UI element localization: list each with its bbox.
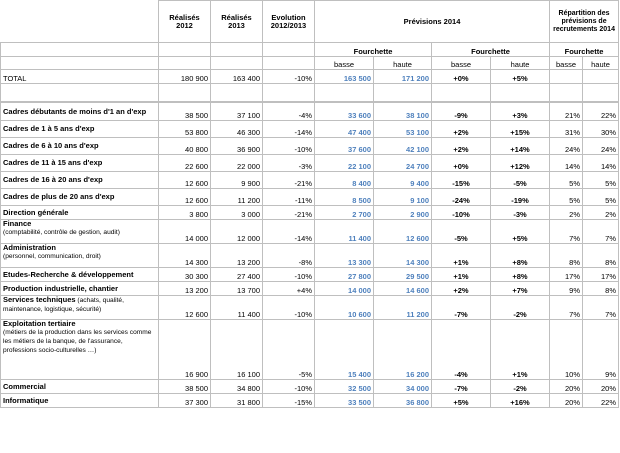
row-label [1,206,159,220]
header-row-1 [1,1,619,43]
cell-r2012: 13 200 [159,282,211,296]
table-row [1,121,619,138]
cell-r2012: 14 300 [159,244,211,268]
cell-r2012: 30 300 [159,268,211,282]
cell-r2013: 22 000 [211,155,263,172]
cell-prev-basse: 15 400 [315,320,374,380]
cell-evol: -14% [263,220,315,244]
cell-prev-haute: 42 100 [374,138,432,155]
cell-evol: -4% [263,103,315,121]
cell-evol: -11% [263,189,315,206]
cell-evol: +4% [263,282,315,296]
cell-r2012: 12 600 [159,172,211,189]
header-haute: haute [374,57,432,70]
cell-prev-basse: 11 400 [315,220,374,244]
cell-repartition-basse: 31% [550,121,583,138]
cell-repartition-haute: 22% [583,103,619,121]
table-row [1,220,619,244]
row-label [1,394,159,408]
cell-r2012: 53 800 [159,121,211,138]
table-row [1,172,619,189]
header-previsions: Prévisions 2014 [315,1,550,43]
cell-evol: -21% [263,206,315,220]
cell-prev-basse: 22 100 [315,155,374,172]
cell-r2012: 22 600 [159,155,211,172]
row-label [1,220,159,244]
cell-prev-haute: 9 100 [374,189,432,206]
cell-fourchette-haute: +7% [491,282,550,296]
cell-prev-haute: 16 200 [374,320,432,380]
cell-evol: -3% [263,155,315,172]
cell-evol: -21% [263,172,315,189]
cell-fourchette-basse: +1% [432,244,491,268]
cell-repartition-basse: 14% [550,155,583,172]
table-row [1,320,619,380]
cell-fourchette-basse: -4% [432,320,491,380]
header-repartition: Répartition des prévisions de recrutements 2014 [550,1,619,43]
table-row [1,394,619,408]
table-row [1,296,619,320]
cell-prev-haute: 11 200 [374,296,432,320]
cell-evol: -5% [263,320,315,380]
row-label [1,155,159,172]
cell-prev-haute: 29 500 [374,268,432,282]
cell-r2012: 12 600 [159,189,211,206]
row-label-text: Cadres débutants de moins d'1 an d'exp [3,106,147,116]
cell-r2012: 38 500 [159,103,211,121]
table-row [1,189,619,206]
cell-prev-haute: 38 100 [374,103,432,121]
cell-fourchette-haute: -3% [491,206,550,220]
cell-prev-basse: 13 300 [315,244,374,268]
cell-prev-basse: 8 500 [315,189,374,206]
cell-prev-basse: 32 500 [315,380,374,394]
cell-prev-basse: 14 000 [315,282,374,296]
cell-repartition-haute: 14% [583,155,619,172]
cell-prev-basse: 33 500 [315,394,374,408]
cell-fourchette-haute: -5% [491,172,550,189]
cell-prev-basse: 10 600 [315,296,374,320]
cell-evol: -10% [263,380,315,394]
cell-fourchette-haute: +16% [491,394,550,408]
cell-fourchette-haute: +3% [491,103,550,121]
cell-fourchette-haute: -2% [491,380,550,394]
cell-fourchette-basse: +5% [432,394,491,408]
row-label-text: Cadres de 6 à 10 ans d'exp [3,141,99,150]
row-label [1,121,159,138]
row-sublabel: (personnel, communication, droit) [3,253,101,260]
cell-prev-haute: 14 600 [374,282,432,296]
cell-repartition-haute: 8% [583,244,619,268]
total-label: TOTAL [1,70,159,84]
row-label [1,103,159,121]
row-sublabel: (comptabilité, contrôle de gestion, audit) [3,229,120,236]
row-label-text: Cadres de plus de 20 ans d'exp [3,192,115,201]
cell-prev-haute: 36 800 [374,394,432,408]
cell-repartition-basse: 8% [550,244,583,268]
cell-r2012: 38 500 [159,380,211,394]
cell-evol: -14% [263,121,315,138]
cell-evol: -8% [263,244,315,268]
cell-repartition-basse: 20% [550,380,583,394]
cell-repartition-basse: 20% [550,394,583,408]
cell-r2013: 11 400 [211,296,263,320]
cell-prev-haute: 14 300 [374,244,432,268]
cell-repartition-haute: 2% [583,206,619,220]
cell-r2012: 12 600 [159,296,211,320]
row-label [1,320,159,380]
row-label-text: Commercial [3,381,46,391]
row-label-text: Cadres de 16 à 20 ans d'exp [3,175,103,184]
cell-fourchette-basse: -24% [432,189,491,206]
cell-prev-basse: 47 400 [315,121,374,138]
cell-fourchette-haute: -2% [491,296,550,320]
recruitment-table [0,0,619,102]
corner-cell [1,1,159,43]
row-label-text: Finance [3,219,32,228]
table-row [1,282,619,296]
header-evolution: Evolution 2012/2013 [263,1,315,43]
cell-prev-haute: 53 100 [374,121,432,138]
cell-repartition-haute: 24% [583,138,619,155]
table-row [1,103,619,121]
cell-r2013: 11 200 [211,189,263,206]
cell-r2013: 46 300 [211,121,263,138]
total-r2012: 180 900 [159,70,211,84]
cell-prev-haute: 12 600 [374,220,432,244]
cell-repartition-basse: 5% [550,189,583,206]
table-row [1,155,619,172]
row-label-text: Services techniques [3,295,76,304]
header-haute: haute [491,57,550,70]
cell-repartition-basse: 10% [550,320,583,380]
cell-prev-basse: 27 800 [315,268,374,282]
cell-fourchette-basse: -9% [432,103,491,121]
row-label [1,138,159,155]
header-basse: basse [432,57,491,70]
cell-fourchette-haute: +1% [491,320,550,380]
header-realises-2013: Réalisés 2013 [211,1,263,43]
table-row [1,268,619,282]
row-label-text: Administration [3,243,56,252]
cell-repartition-haute: 7% [583,220,619,244]
total-f-basse: +0% [432,70,491,84]
row-label-text: Etudes-Recherche & développement [3,269,134,279]
row-sublabel: maintenance, logistique, sécurité) [3,306,102,313]
cell-prev-basse: 33 600 [315,103,374,121]
spacer-row [1,84,619,102]
cell-r2013: 31 800 [211,394,263,408]
header-fourchette-previsions: Fourchette [315,43,432,57]
cell-repartition-haute: 20% [583,380,619,394]
table-row [1,380,619,394]
header-haute: haute [583,57,619,70]
cell-r2013: 13 700 [211,282,263,296]
cell-prev-haute: 34 000 [374,380,432,394]
cell-fourchette-basse: -7% [432,380,491,394]
cell-fourchette-basse: -7% [432,296,491,320]
cell-fourchette-haute: +15% [491,121,550,138]
cell-fourchette-haute: +8% [491,268,550,282]
total-evol: -10% [263,70,315,84]
cell-prev-basse: 37 600 [315,138,374,155]
cell-repartition-basse: 5% [550,172,583,189]
cell-fourchette-basse: -15% [432,172,491,189]
cell-r2012: 14 000 [159,220,211,244]
row-label-text: Direction générale [3,207,69,217]
cell-fourchette-basse: -5% [432,220,491,244]
cell-repartition-haute: 8% [583,282,619,296]
row-label-text: Production industrielle, chantier [3,283,119,293]
cell-r2012: 16 900 [159,320,211,380]
cell-fourchette-basse: +0% [432,155,491,172]
total-row [1,70,619,84]
cell-repartition-basse: 2% [550,206,583,220]
header-basse: basse [315,57,374,70]
cell-fourchette-basse: +2% [432,121,491,138]
cell-repartition-haute: 5% [583,189,619,206]
cell-repartition-haute: 9% [583,320,619,380]
cell-evol: -10% [263,138,315,155]
cell-prev-basse: 2 700 [315,206,374,220]
header-row-2 [1,43,619,57]
cell-repartition-haute: 22% [583,394,619,408]
row-label [1,172,159,189]
header-basse: basse [550,57,583,70]
header-row-3 [1,57,619,70]
cell-r2012: 40 800 [159,138,211,155]
header-fourchette-repartition: Fourchette [550,43,619,57]
cell-fourchette-basse: +1% [432,268,491,282]
cell-prev-haute: 9 400 [374,172,432,189]
total-prev-basse: 163 500 [315,70,374,84]
cell-fourchette-haute: -19% [491,189,550,206]
cell-prev-haute: 2 900 [374,206,432,220]
row-label-tail: (achats, qualité, [75,297,124,304]
cell-repartition-basse: 24% [550,138,583,155]
table-row [1,206,619,220]
cell-r2013: 16 100 [211,320,263,380]
cell-evol: -10% [263,268,315,282]
row-label-text: Informatique [3,395,49,405]
cell-r2013: 3 000 [211,206,263,220]
row-label [1,296,159,320]
total-f-haute: +5% [491,70,550,84]
row-label [1,380,159,394]
cell-repartition-haute: 30% [583,121,619,138]
body-table [0,102,619,408]
cell-prev-haute: 24 700 [374,155,432,172]
row-label [1,282,159,296]
cell-repartition-haute: 17% [583,268,619,282]
cell-evol: -15% [263,394,315,408]
cell-repartition-basse: 7% [550,296,583,320]
cell-r2013: 13 200 [211,244,263,268]
cell-repartition-basse: 9% [550,282,583,296]
cell-r2013: 12 000 [211,220,263,244]
cell-r2013: 27 400 [211,268,263,282]
cell-r2013: 37 100 [211,103,263,121]
cell-prev-basse: 8 400 [315,172,374,189]
cell-r2012: 37 300 [159,394,211,408]
row-sublabel: (métiers de la production dans les services comme les métiers de la banque, de l'assurance, professions socio-culturelles …) [3,329,152,354]
row-label-text: Cadres de 11 à 15 ans d'exp [3,158,103,167]
cell-fourchette-basse: -10% [432,206,491,220]
cell-fourchette-basse: +2% [432,282,491,296]
cell-fourchette-haute: +5% [491,220,550,244]
row-label [1,268,159,282]
row-label-text: Exploitation tertiaire [3,319,76,328]
cell-r2013: 36 900 [211,138,263,155]
cell-repartition-haute: 5% [583,172,619,189]
cell-repartition-basse: 7% [550,220,583,244]
table-row [1,138,619,155]
cell-r2012: 3 800 [159,206,211,220]
table-row [1,244,619,268]
header-realises-2012: Réalisés 2012 [159,1,211,43]
cell-fourchette-basse: +2% [432,138,491,155]
header-fourchette-evol: Fourchette [432,43,550,57]
row-label [1,189,159,206]
cell-repartition-basse: 21% [550,103,583,121]
cell-repartition-haute: 7% [583,296,619,320]
total-prev-haute: 171 200 [374,70,432,84]
cell-r2013: 9 900 [211,172,263,189]
total-r2013: 163 400 [211,70,263,84]
cell-fourchette-haute: +12% [491,155,550,172]
cell-fourchette-haute: +14% [491,138,550,155]
row-label [1,244,159,268]
cell-repartition-basse: 17% [550,268,583,282]
cell-evol: -10% [263,296,315,320]
cell-r2013: 34 800 [211,380,263,394]
row-label-text: Cadres de 1 à 5 ans d'exp [3,124,95,133]
cell-fourchette-haute: +8% [491,244,550,268]
